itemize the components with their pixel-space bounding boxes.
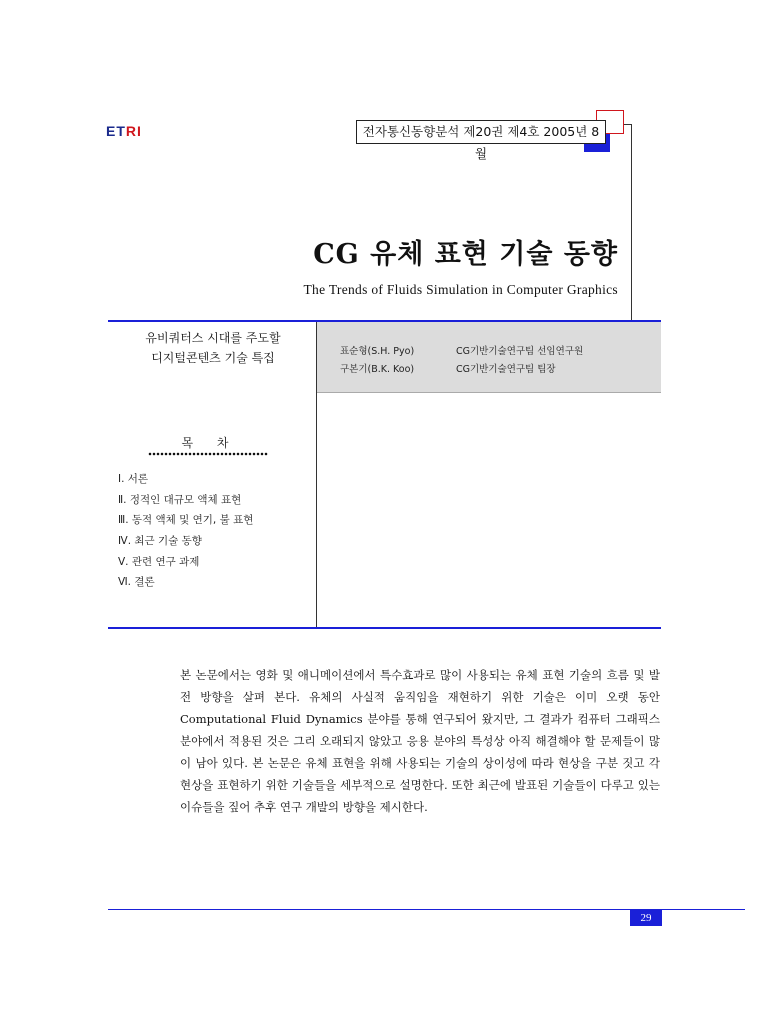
toc-item: Ⅴ. 관련 연구 과제: [118, 555, 200, 568]
toc-title: 목 차: [181, 436, 239, 450]
author-affiliation: CG기반기술연구팀 선임연구원: [456, 346, 584, 357]
column-divider: [316, 322, 317, 628]
page-subtitle-english: The Trends of Fluids Simulation in Computer Graphics: [303, 282, 618, 297]
abstract-paragraph: 본 논문에서는 영화 및 애니메이션에서 특수효과로 많이 사용되는 유체 표현 기술의 흐름 및 발전 방향을 살펴 본다. 유체의 사실적 움직임을 재현하기 위한 기술은 이미 오랫 동안 Computational Fluid Dynamics 분야를 통해 연구되어 왔지만, 그 결과가 컴퓨터 그래픽스 분야에서 적용된 것은 그리 오래되지 않았고 응용 분야의 특성상 아직 해결해야 할 문제들이 많이 남아 있다. 본 논문은 유체 표현을 위해 사용되는 기술의 상이성에 따라 현상을 구분 짓고 각 현상을 표현하기 위한 기술들을 세부적으로 설명한다. 또한 최근에 발표된 기술들이 다루고 있는 이슈들을 짚어 추후 연구 개발의 방향을 제시한다.: [180, 668, 660, 814]
toc-list: [118, 469, 253, 593]
author-panel: [317, 322, 661, 393]
feature-line-1: 유비쿼터스 시대를 주도할: [145, 331, 281, 345]
feature-line-2: 디지털콘텐츠 기술 특집: [151, 351, 275, 365]
journal-issue-label: 전자통신동향분석 제20권 제4호 2005년 8월: [356, 120, 606, 144]
toc-item: Ⅱ. 정적인 대규모 액체 표현: [118, 493, 242, 506]
page-title: CG 유체 표현 기술 동향: [313, 239, 618, 270]
author-affiliation: CG기반기술연구팀 팀장: [456, 364, 556, 375]
section-rule-bottom: [108, 627, 661, 629]
header-vertical-rule: [631, 124, 632, 320]
author-name: 표순형(S.H. Pyo): [340, 346, 415, 357]
page-number: 29: [630, 910, 662, 926]
author-name: 구본기(B.K. Koo): [340, 364, 415, 375]
toc-item: Ⅲ. 동적 액체 및 연기, 불 표현: [118, 514, 254, 527]
toc-item: Ⅳ. 최근 기술 동향: [118, 535, 202, 548]
toc-item: Ⅵ. 결론: [118, 576, 155, 589]
feature-label: [120, 328, 306, 368]
toc-dotted-rule: [148, 452, 268, 456]
logo-text-et: ET: [106, 123, 126, 139]
logo-text-ri: RI: [125, 123, 142, 139]
toc-item: Ⅰ. 서론: [118, 473, 149, 485]
etri-logo: [106, 123, 142, 139]
